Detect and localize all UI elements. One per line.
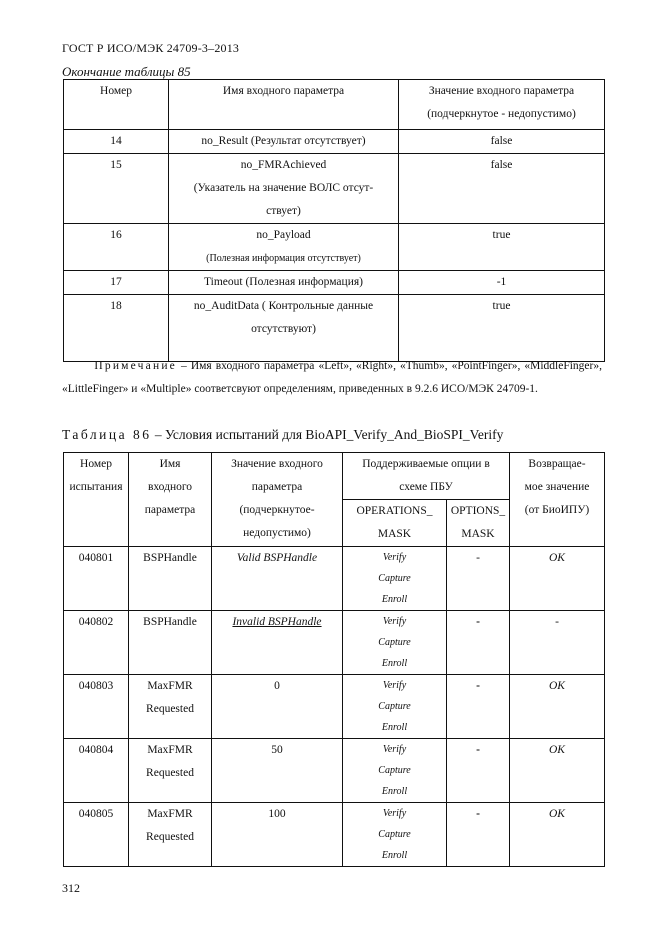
param-line: Requested: [146, 703, 194, 715]
row-param-name: [129, 675, 212, 739]
param-name-line: ствует): [266, 205, 301, 217]
table-row: [64, 271, 605, 295]
table86-caption: [62, 427, 503, 443]
param-name-line: no_FMRAchieved: [240, 159, 327, 171]
operation-item: Verify: [382, 616, 407, 627]
row-test-id: 040801: [64, 547, 129, 611]
page-number: 312: [62, 881, 80, 895]
header-line: (подчеркнутое-: [239, 504, 315, 516]
table-85: [63, 79, 605, 362]
row-param-name: [169, 154, 399, 224]
header-line: Поддерживаемые опции в: [362, 458, 490, 470]
row-param-value: [212, 611, 343, 675]
row-param-name: [129, 611, 212, 675]
header-line: недопустимо): [243, 527, 311, 539]
table-row: [64, 611, 605, 675]
note-label: Примечание: [94, 360, 177, 372]
row-return-value: -: [510, 611, 605, 675]
row-param-name: [129, 803, 212, 867]
row-value: false: [399, 130, 605, 154]
row-param-name: no_Result (Результат отсутствует): [169, 130, 399, 154]
header-line: MASK: [461, 528, 495, 540]
row-param-name: [129, 739, 212, 803]
table-row: [64, 224, 605, 271]
row-param-name: [129, 547, 212, 611]
row-value: true: [399, 224, 605, 271]
table86-header-test-number: [64, 453, 129, 547]
param-line: BSPHandle: [143, 552, 197, 564]
operation-item: Enroll: [381, 850, 408, 861]
header-line: MASK: [377, 528, 412, 540]
param-name-line: no_Payload: [256, 229, 311, 241]
operation-item: Verify: [382, 808, 407, 819]
row-param-value: 0: [212, 675, 343, 739]
row-operations-mask: [343, 739, 447, 803]
table85-header-value-line2: (подчеркнутое - недопустимо): [427, 108, 576, 120]
operation-item: Capture: [378, 637, 411, 648]
param-name-line: отсутствуют): [251, 323, 316, 335]
row-number: 16: [64, 224, 169, 271]
table86-header-param-value: [212, 453, 343, 547]
header-line: Номер: [80, 458, 112, 470]
row-operations-mask: [343, 611, 447, 675]
table86-caption-label: Таблица 86: [62, 427, 152, 442]
table85-header-value: [399, 80, 605, 130]
operation-item: Enroll: [381, 658, 408, 669]
table86-caption-text: – Условия испытаний для BioAPI_Verify_And_BioSPI_Verify: [151, 427, 504, 442]
table85-header-number: Номер: [64, 80, 169, 130]
table86-header-supported-options: [343, 453, 510, 500]
table86-header-row: [64, 453, 605, 500]
table86-header-return-value: [510, 453, 605, 547]
header-line: испытания: [69, 481, 123, 493]
operation-item: Enroll: [381, 786, 408, 797]
header-line: входного: [147, 481, 193, 493]
row-param-name: [169, 295, 399, 362]
header-line: Возвращае-: [528, 458, 586, 470]
note-paragraph: [62, 355, 602, 401]
param-value-text: Valid BSPHandle: [236, 552, 318, 564]
operation-item: Enroll: [381, 594, 408, 605]
table86-header-param-name: [129, 453, 212, 547]
operation-item: Verify: [382, 680, 407, 691]
header-line: схеме ПБУ: [399, 481, 453, 493]
param-value-text: Invalid BSPHandle: [232, 616, 322, 628]
table-row: [64, 803, 605, 867]
row-options-mask: -: [447, 739, 510, 803]
table86-header-operations-mask: [343, 500, 447, 547]
operation-item: Verify: [382, 744, 407, 755]
table85-header-value-line1: Значение входного параметра: [428, 85, 575, 97]
param-line: Requested: [146, 767, 194, 779]
table-row: [64, 675, 605, 739]
row-param-value: 50: [212, 739, 343, 803]
row-return-value: OK: [510, 675, 605, 739]
header-line: Значение входного: [231, 458, 323, 470]
note-text: – Имя входного параметра «Left», «Right», «Thumb», «PointFinger», «MiddleFinger», «LittleFinger» и «Multiple» соответсвуют определениям, приведенных в 9.2.6 ИСО/МЭК 24709-1.: [62, 360, 602, 395]
table85-header-name: Имя входного параметра: [169, 80, 399, 130]
document-header: ГОСТ Р ИСО/МЭК 24709-3–2013: [62, 41, 240, 55]
operation-item: Capture: [378, 573, 411, 584]
param-line: MaxFMR: [147, 808, 193, 820]
row-return-value: OK: [510, 547, 605, 611]
operation-item: Verify: [382, 552, 407, 563]
param-name-line: (Указатель на значение ВОЛС отсут-: [193, 182, 374, 194]
param-line: MaxFMR: [147, 744, 193, 756]
table-86: [63, 452, 605, 867]
row-return-value: OK: [510, 739, 605, 803]
row-number: 17: [64, 271, 169, 295]
table85-continuation-title: Окончание таблицы 85: [62, 64, 191, 79]
row-value: false: [399, 154, 605, 224]
table-row: [64, 130, 605, 154]
header-line: OPTIONS_: [450, 505, 506, 517]
row-number: 14: [64, 130, 169, 154]
row-test-id: 040803: [64, 675, 129, 739]
row-param-value: [212, 547, 343, 611]
param-name-line: (Полезная информация отсутствует): [206, 253, 361, 264]
param-line: BSPHandle: [143, 616, 197, 628]
param-name-line: no_AuditData ( Контрольные данные: [193, 300, 374, 312]
row-test-id: 040804: [64, 739, 129, 803]
row-test-id: 040802: [64, 611, 129, 675]
header-line: параметра: [144, 504, 196, 516]
row-value: true: [399, 295, 605, 362]
row-value: -1: [399, 271, 605, 295]
table-row: [64, 154, 605, 224]
header-line: параметра: [251, 481, 303, 493]
operation-item: Capture: [378, 829, 411, 840]
row-number: 18: [64, 295, 169, 362]
row-operations-mask: [343, 675, 447, 739]
param-line: Requested: [146, 831, 194, 843]
row-test-id: 040805: [64, 803, 129, 867]
header-line: (от БиоИПУ): [524, 504, 590, 516]
table-row: [64, 547, 605, 611]
header-line: Имя: [159, 458, 181, 470]
header-line: OPERATIONS_: [356, 505, 433, 517]
row-param-value: 100: [212, 803, 343, 867]
row-return-value: OK: [510, 803, 605, 867]
table86-header-options-mask: [447, 500, 510, 547]
row-operations-mask: [343, 803, 447, 867]
operation-item: Enroll: [381, 722, 408, 733]
header-line: мое значение: [524, 481, 590, 493]
row-options-mask: -: [447, 547, 510, 611]
table85-header-row: [64, 80, 605, 130]
table-row: [64, 295, 605, 362]
row-options-mask: -: [447, 803, 510, 867]
operation-item: Capture: [378, 701, 411, 712]
param-line: MaxFMR: [147, 680, 193, 692]
row-param-name: [169, 224, 399, 271]
table-row: [64, 739, 605, 803]
row-options-mask: -: [447, 611, 510, 675]
row-number: 15: [64, 154, 169, 224]
row-param-name: Timeout (Полезная информация): [169, 271, 399, 295]
row-options-mask: -: [447, 675, 510, 739]
row-operations-mask: [343, 547, 447, 611]
operation-item: Capture: [378, 765, 411, 776]
